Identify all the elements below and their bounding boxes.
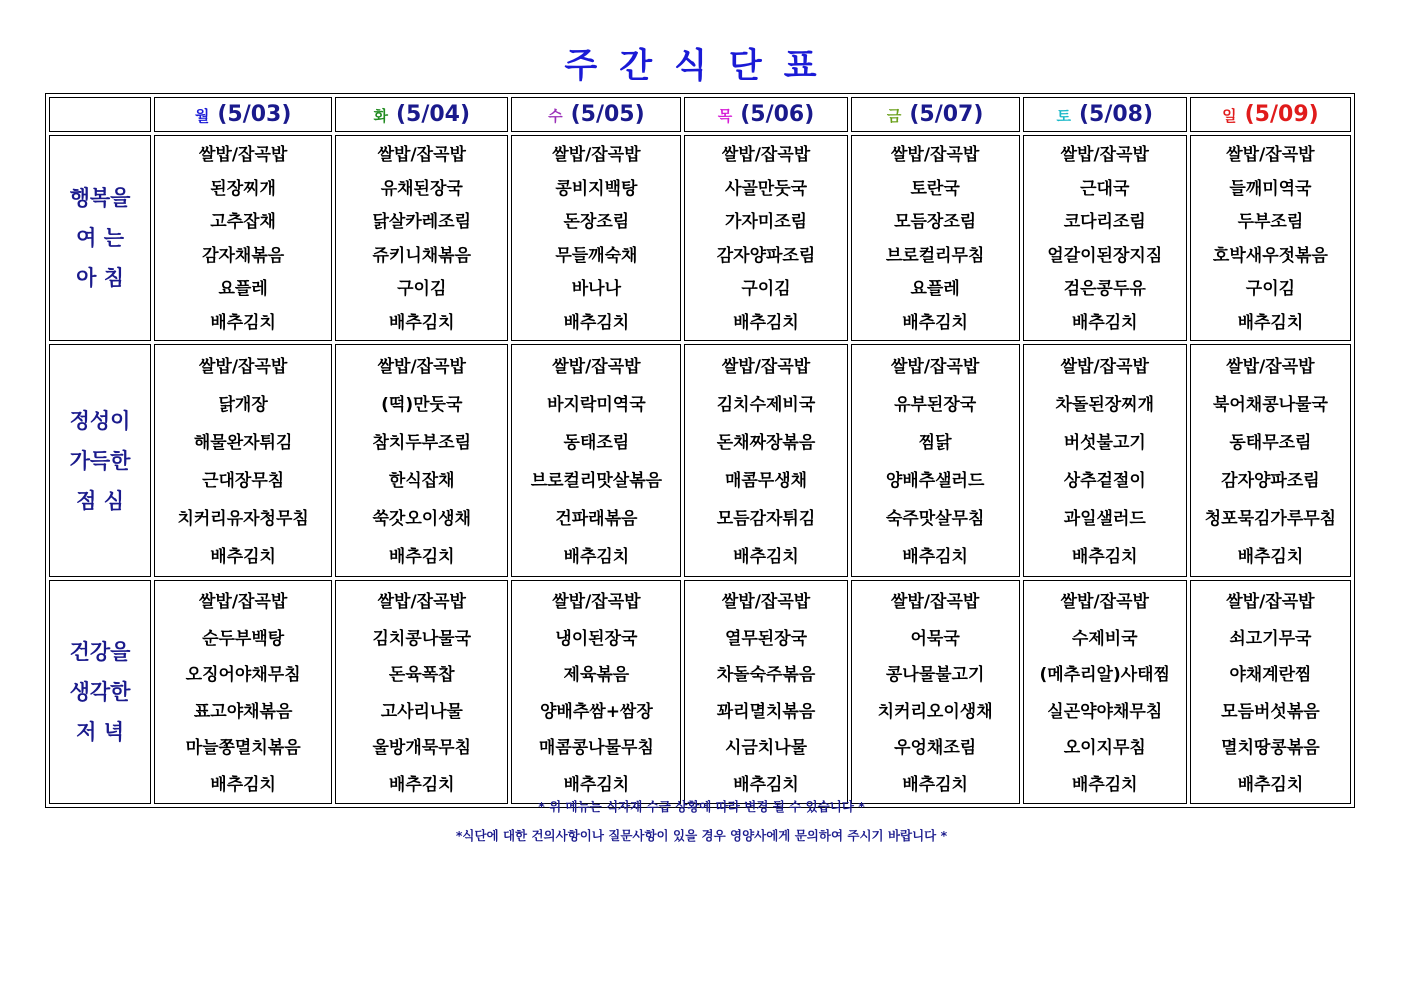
menu-item: 배추김치 xyxy=(388,547,455,567)
menu-item: 얼갈이된장지짐 xyxy=(1047,245,1163,266)
menu-item: 배추김치 xyxy=(733,312,799,333)
menu-item: 어묵국 xyxy=(910,628,960,649)
menu-item: 야채계란찜 xyxy=(1229,665,1312,685)
menu-list xyxy=(852,581,1019,803)
menu-cell xyxy=(1190,344,1351,577)
menu-item: 배추김치 xyxy=(733,774,799,795)
day-glyph: 금 xyxy=(886,107,902,125)
menu-item: 양배추샐러드 xyxy=(885,471,985,491)
menu-item: 바지락미역국 xyxy=(547,395,646,415)
menu-item: 쌀밥/잡곡밥 xyxy=(890,592,980,612)
day-date: (5/06) xyxy=(740,102,815,127)
menu-item: 마늘쫑멸치볶음 xyxy=(185,738,301,758)
menu-list xyxy=(1191,345,1350,576)
menu-item: 찜닭 xyxy=(918,433,952,453)
menu-item: 동태무조림 xyxy=(1229,433,1312,453)
day-glyph: 수 xyxy=(548,107,563,125)
menu-item: 쌀밥/잡곡밥 xyxy=(1060,357,1149,377)
menu-item: 우엉채조림 xyxy=(894,738,977,758)
menu-item: 순두부백탕 xyxy=(202,628,285,649)
day-header xyxy=(511,97,681,132)
menu-cell xyxy=(154,135,332,341)
weekly-menu-table xyxy=(45,93,1355,808)
menu-item: 상추겉절이 xyxy=(1063,471,1146,491)
menu-item: 바나나 xyxy=(571,279,622,299)
menu-item: 차돌된장찌개 xyxy=(1055,395,1155,415)
menu-list xyxy=(336,136,507,340)
day-date: (5/09) xyxy=(1244,102,1319,127)
menu-item: 들깨미역국 xyxy=(1229,178,1312,199)
day-glyph: 목 xyxy=(717,107,733,125)
menu-item: 쌀밥/잡곡밥 xyxy=(1060,592,1149,612)
menu-item: 모듬감자튀김 xyxy=(716,509,816,529)
menu-item: 매콤무생채 xyxy=(724,471,808,491)
meal-label-line: 생각한 xyxy=(69,680,131,704)
meal-label-line: 점 심 xyxy=(76,488,124,513)
menu-list xyxy=(155,136,331,340)
menu-item: 콩나물불고기 xyxy=(885,665,985,685)
day-glyph: 토 xyxy=(1056,107,1071,125)
menu-item: 유채된장국 xyxy=(380,178,463,199)
menu-item: 콩비지백탕 xyxy=(555,178,638,199)
day-header xyxy=(154,97,332,132)
menu-item: 치커리유자청무침 xyxy=(177,509,309,529)
menu-item: 열무된장국 xyxy=(724,628,808,649)
day-header xyxy=(335,97,508,132)
day-date: (5/07) xyxy=(909,102,984,127)
meal-label-dinner xyxy=(49,580,151,804)
menu-cell xyxy=(335,344,508,577)
menu-item: 쌀밥/잡곡밥 xyxy=(552,592,641,612)
menu-item: 감자채볶음 xyxy=(202,245,285,266)
menu-item: 유부된장국 xyxy=(894,395,977,415)
menu-item: 오이지무침 xyxy=(1063,738,1146,758)
menu-list xyxy=(1191,136,1350,340)
corner-cell xyxy=(49,97,151,132)
menu-cell xyxy=(851,580,1020,804)
menu-cell xyxy=(1023,135,1187,341)
menu-item: 배추김치 xyxy=(388,312,455,333)
menu-item: 근대국 xyxy=(1080,178,1130,199)
menu-item: 쌀밥/잡곡밥 xyxy=(721,592,811,612)
menu-item: 쥬키니채볶음 xyxy=(372,245,472,266)
menu-cell xyxy=(684,344,847,577)
menu-list xyxy=(1024,345,1186,576)
menu-item: 북어채콩나물국 xyxy=(1212,395,1328,415)
menu-item: 쌀밥/잡곡밥 xyxy=(552,357,641,377)
menu-item: 꽈리멸치볶음 xyxy=(716,701,816,722)
menu-item: 쌀밥/잡곡밥 xyxy=(198,357,288,377)
menu-item: 배추김치 xyxy=(1237,774,1304,795)
day-header xyxy=(684,97,847,132)
day-header xyxy=(1023,97,1187,132)
menu-item: 쌀밥/잡곡밥 xyxy=(1226,357,1315,377)
menu-item: 고추잡채 xyxy=(210,212,276,232)
menu-item: 동태조림 xyxy=(563,433,630,453)
menu-list xyxy=(155,581,331,803)
menu-cell xyxy=(154,580,332,804)
meal-label-line: 아 침 xyxy=(76,266,124,290)
menu-list xyxy=(1191,581,1350,803)
menu-item: 요플레 xyxy=(218,279,268,299)
menu-list xyxy=(852,345,1019,576)
menu-item: (메추리알)사태찜 xyxy=(1039,665,1171,685)
meal-label-line: 정성이 xyxy=(69,408,131,433)
menu-item: 쇠고기무국 xyxy=(1229,628,1312,649)
menu-item: 검은콩두유 xyxy=(1063,279,1146,299)
menu-list xyxy=(336,345,507,576)
menu-cell xyxy=(1023,344,1187,577)
menu-item: 한식잡채 xyxy=(388,471,455,491)
menu-item: 울방개묵무침 xyxy=(372,738,472,758)
menu-list xyxy=(512,136,680,340)
menu-item: 코다리조림 xyxy=(1063,212,1146,232)
menu-item: 쌀밥/잡곡밥 xyxy=(1226,592,1315,612)
menu-item: 숙주맛살무침 xyxy=(885,509,985,529)
menu-cell xyxy=(1023,580,1187,804)
menu-cell xyxy=(1190,580,1351,804)
menu-item: 쌀밥/잡곡밥 xyxy=(1226,145,1315,165)
menu-item: 냉이된장국 xyxy=(555,628,638,649)
menu-item: 쌀밥/잡곡밥 xyxy=(552,145,641,165)
menu-item: 배추김치 xyxy=(563,547,630,567)
menu-cell xyxy=(511,135,681,341)
meal-label-breakfast xyxy=(49,135,151,341)
menu-item: 배추김치 xyxy=(210,312,276,333)
day-glyph: 월 xyxy=(194,107,210,125)
menu-item: 쌀밥/잡곡밥 xyxy=(377,357,466,377)
notice-change: * 위 메뉴는 식자재 수급 상황에 따라 변경 될 수 있습니다 * xyxy=(538,799,865,814)
menu-item: 쌀밥/잡곡밥 xyxy=(890,357,980,377)
meal-label-line: 건강을 xyxy=(69,640,131,664)
page-title: 주간식단표 xyxy=(564,46,839,86)
menu-item: 시금치나물 xyxy=(724,738,808,758)
menu-item: 배추김치 xyxy=(733,547,799,567)
menu-item: 배추김치 xyxy=(902,312,968,333)
menu-item: 닭개장 xyxy=(218,395,268,415)
menu-item: 해물완자튀김 xyxy=(193,433,293,453)
menu-item: 표고야채볶음 xyxy=(193,701,293,722)
meal-label-line: 행복을 xyxy=(69,186,131,210)
menu-cell xyxy=(684,580,847,804)
menu-item: 배추김치 xyxy=(210,547,276,567)
menu-item: 쌀밥/잡곡밥 xyxy=(198,592,288,612)
menu-cell xyxy=(335,580,508,804)
notice-inquiry: *식단에 대한 건의사항이나 질문사항이 있을 경우 영양사에게 문의하여 주시기 바랍니다 * xyxy=(455,828,948,843)
menu-item: 배추김치 xyxy=(1237,547,1304,567)
menu-cell xyxy=(851,135,1020,341)
dinner-row xyxy=(49,580,1351,804)
menu-item: 구이김 xyxy=(1245,279,1296,299)
menu-list xyxy=(336,581,507,803)
menu-item: 브로컬리무침 xyxy=(885,245,985,266)
lunch-row xyxy=(49,344,1351,577)
menu-item: 가자미조림 xyxy=(724,212,808,232)
day-header xyxy=(851,97,1020,132)
menu-cell xyxy=(1190,135,1351,341)
menu-item: 쌀밥/잡곡밥 xyxy=(377,145,466,165)
menu-item: 사골만둣국 xyxy=(724,178,808,199)
menu-item: 돈육폭찹 xyxy=(388,665,455,685)
menu-list xyxy=(685,136,846,340)
menu-item: 버섯불고기 xyxy=(1063,433,1146,453)
menu-item: 참치두부조림 xyxy=(372,433,472,453)
day-header xyxy=(1190,97,1351,132)
menu-item: 된장찌개 xyxy=(210,178,276,199)
menu-item: 토란국 xyxy=(910,178,960,199)
menu-item: 두부조림 xyxy=(1237,212,1304,232)
menu-item: 건파래볶음 xyxy=(555,509,638,529)
menu-item: 김치수제비국 xyxy=(716,395,816,415)
menu-item: 호박새우젓볶음 xyxy=(1212,245,1328,266)
menu-item: 배추김치 xyxy=(210,774,276,795)
menu-list xyxy=(685,345,846,576)
menu-item: 양배추쌈+쌈장 xyxy=(540,701,653,722)
day-date: (5/03) xyxy=(217,102,292,127)
menu-item: 수제비국 xyxy=(1071,628,1138,649)
menu-item: 쌀밥/잡곡밥 xyxy=(1060,145,1149,165)
menu-list xyxy=(852,136,1019,340)
menu-item: (떡)만둣국 xyxy=(381,395,463,415)
menu-item: 차돌숙주볶음 xyxy=(716,665,816,685)
meal-label-line: 가득한 xyxy=(69,448,131,473)
menu-item: 매콤콩나물무침 xyxy=(538,738,654,758)
menu-list xyxy=(1024,581,1186,803)
menu-item: 배추김치 xyxy=(902,547,968,567)
menu-item: 청포묵김가루무침 xyxy=(1204,509,1337,529)
menu-item: 배추김치 xyxy=(388,774,455,795)
menu-item: 돈장조림 xyxy=(563,212,630,232)
menu-cell xyxy=(684,135,847,341)
menu-item: 감자양파조림 xyxy=(1221,471,1320,491)
meal-label-line: 여 는 xyxy=(76,226,124,250)
header-row xyxy=(49,97,1351,132)
menu-item: 닭살카레조림 xyxy=(372,212,472,232)
menu-item: 멸치땅콩볶음 xyxy=(1221,738,1320,758)
menu-item: 브로컬리맛살볶음 xyxy=(530,471,663,491)
day-date: (5/04) xyxy=(395,102,471,127)
menu-item: 돈채짜장볶음 xyxy=(716,433,816,453)
menu-list xyxy=(1024,136,1186,340)
menu-item: 쑥갓오이생채 xyxy=(372,509,472,529)
menu-item: 고사리나물 xyxy=(380,701,463,722)
menu-item: 배추김치 xyxy=(1237,312,1304,333)
breakfast-row xyxy=(49,135,1351,341)
menu-list xyxy=(512,345,680,576)
menu-item: 제육볶음 xyxy=(563,665,630,685)
menu-item: 배추김치 xyxy=(1071,312,1138,333)
menu-cell xyxy=(851,344,1020,577)
menu-item: 모듬장조림 xyxy=(894,212,977,232)
menu-item: 구이김 xyxy=(741,279,791,299)
menu-item: 모듬버섯볶음 xyxy=(1221,701,1320,722)
menu-item: 감자양파조림 xyxy=(716,245,816,266)
menu-item: 쌀밥/잡곡밥 xyxy=(890,145,980,165)
menu-item: 요플레 xyxy=(910,279,960,299)
menu-item: 쌀밥/잡곡밥 xyxy=(377,592,466,612)
menu-item: 치커리오이생채 xyxy=(877,701,993,722)
menu-item: 배추김치 xyxy=(1071,774,1138,795)
menu-item: 실곤약야채무침 xyxy=(1047,701,1163,722)
menu-item: 배추김치 xyxy=(1071,547,1138,567)
menu-item: 오징어야채무침 xyxy=(185,665,301,685)
menu-item: 김치콩나물국 xyxy=(372,628,472,649)
menu-item: 쌀밥/잡곡밥 xyxy=(721,145,811,165)
day-date: (5/05) xyxy=(570,102,645,127)
menu-cell xyxy=(511,344,681,577)
day-glyph: 화 xyxy=(373,107,388,125)
menu-item: 배추김치 xyxy=(902,774,968,795)
menu-item: 배추김치 xyxy=(563,774,630,795)
day-date: (5/08) xyxy=(1078,102,1154,127)
meal-label-lunch xyxy=(49,344,151,577)
menu-list xyxy=(512,581,680,803)
menu-item: 근대장무침 xyxy=(202,471,285,491)
menu-cell xyxy=(511,580,681,804)
menu-item: 쌀밥/잡곡밥 xyxy=(721,357,811,377)
menu-item: 무들깨숙채 xyxy=(555,245,638,266)
menu-list xyxy=(155,345,331,576)
menu-item: 배추김치 xyxy=(563,312,630,333)
menu-list xyxy=(685,581,846,803)
meal-label-line: 저 녁 xyxy=(76,720,124,744)
menu-item: 과일샐러드 xyxy=(1063,509,1146,529)
menu-item: 쌀밥/잡곡밥 xyxy=(198,145,288,165)
menu-cell xyxy=(154,344,332,577)
day-glyph: 일 xyxy=(1222,107,1237,125)
menu-cell xyxy=(335,135,508,341)
menu-item: 구이김 xyxy=(397,279,447,299)
